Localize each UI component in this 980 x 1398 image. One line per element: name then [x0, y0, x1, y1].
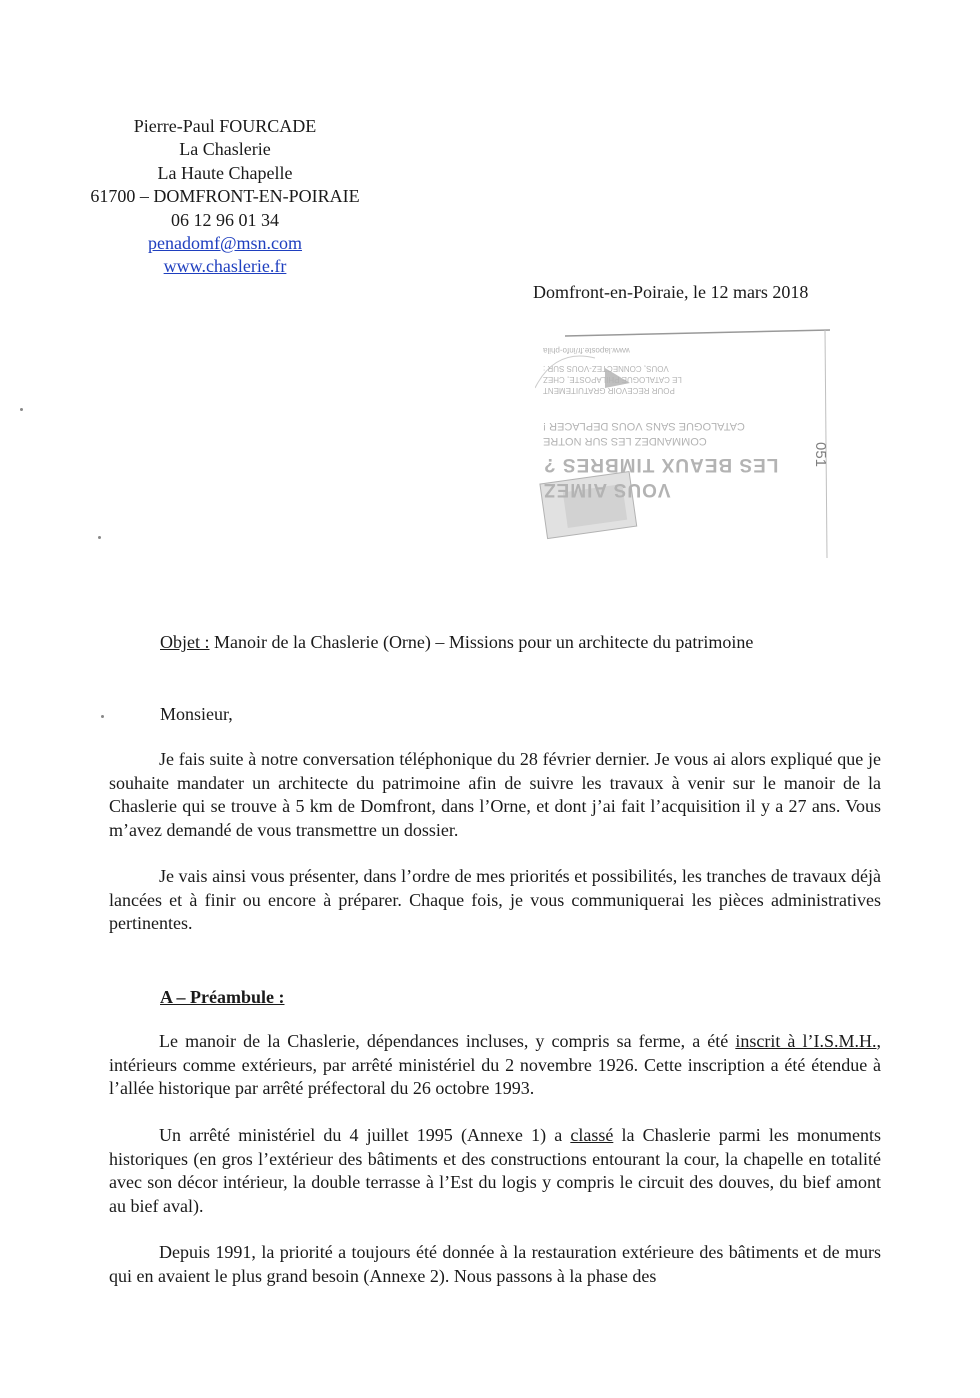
stamp-line-8: www.laposte.fr/info-phila: [543, 346, 630, 355]
stamp-line-3: COMMANDEZ LES SUR NOTRE: [543, 435, 707, 447]
paragraph-4-end: la Chaslerie parmi les monuments historiques (en gros l’extérieur des bâtiments et des constructions entourant la cour, la chapelle en totalité avec son décor intérieur, la double terrasse à l’Est du logis y compris le circuit des douves, du bief amont au bief aval).: [109, 1125, 881, 1216]
paragraph-1: Je fais suite à notre conversation téléphonique du 28 février dernier. Je vous ai alors expliqué que je souhaite mandater un architecte du patrimoine afin de suivre les travaux à venir sur le manoir de la Chaslerie qui se trouve à 5 km de Domfront, dans l’Orne, et dont j’ai fait l’acquisition il y a 27 ans. Vous m’avez demandé de vous transmettre un dossier.: [109, 749, 881, 840]
sender-address-line1: La Chaslerie: [179, 139, 271, 160]
stamp-line-2: LES BEAUX TIMBRES ?: [543, 454, 779, 475]
paragraph-2: Je vais ainsi vous présenter, dans l’ordre de mes priorités et possibilités, les tranches de travaux déjà lancées et à finir ou encore à préparer. Chaque fois, je vous communiquerai les pièces administratives pertinentes.: [109, 866, 881, 933]
stamp-line-5: POUR RECEVOIR GRATUITEMENT: [543, 386, 675, 395]
salutation: Monsieur,: [160, 704, 233, 724]
section-heading-preambule: A – Préambule :: [160, 987, 285, 1007]
sender-address-line2: La Haute Chapelle: [157, 162, 293, 183]
paragraph-3-underlined: inscrit à l’I.S.M.H.: [735, 1031, 877, 1051]
stamp-line-6: LE CATALOGUE PHILAPOSTE, CHEZ: [543, 375, 682, 384]
subject-text: Manoir de la Chaslerie (Orne) – Missions pour un architecte du patrimoine: [214, 632, 754, 652]
sender-website-link[interactable]: www.chaslerie.fr: [163, 256, 287, 277]
scan-speck: [101, 715, 104, 718]
sender-address-line3: 61700 – DOMFRONT-EN-POIRAIE: [90, 186, 360, 207]
paragraph-4-underlined: classé: [570, 1125, 614, 1145]
scan-speck: [98, 536, 101, 539]
stamp-mirrored-text: [535, 328, 833, 560]
paragraph-4-start: Un arrêté ministériel du 4 juillet 1995 (Annexe 1) a: [159, 1125, 571, 1145]
stamp-line-1: VOUS AIMEZ: [543, 479, 671, 500]
sender-block: [60, 115, 390, 279]
paragraph-3-start: Le manoir de la Chaslerie, dépendances incluses, y compris sa ferme, a été: [159, 1031, 736, 1051]
scan-speck: [20, 408, 23, 411]
paragraph-4: [109, 1124, 881, 1218]
stamp-line-4: CATALOGUE SANS VOUS DEPLACER !: [543, 420, 745, 432]
subject-line: [160, 632, 753, 653]
paragraph-3: [109, 1030, 881, 1101]
stamp-code: 051: [811, 441, 829, 468]
subject-label: Objet :: [160, 632, 210, 652]
stamp-line-7: VOUS, CONNECTEZ-VOUS SUR :: [543, 364, 669, 373]
sender-email-link[interactable]: penadomf@msn.com: [147, 233, 303, 254]
sender-phone: 06 12 96 01 34: [171, 209, 279, 230]
letter-date: Domfront-en-Poiraie, le 12 mars 2018: [533, 282, 809, 302]
paragraph-5: Depuis 1991, la priorité a toujours été donnée à la restauration extérieure des bâtiments et de murs qui en avaient le plus grand besoin (Annexe 2). Nous passons à la phase des: [109, 1242, 881, 1286]
paragraph-3-end: , intérieurs comme extérieurs, par arrêté ministériel du 2 novembre 1926. Cette inscription a été étendue à l’allée historique par arrêté préfectoral du 26 octobre 1993.: [109, 1031, 881, 1098]
sender-name: Pierre-Paul FOURCADE: [133, 116, 317, 136]
postal-stamp-showthrough: [535, 328, 833, 560]
